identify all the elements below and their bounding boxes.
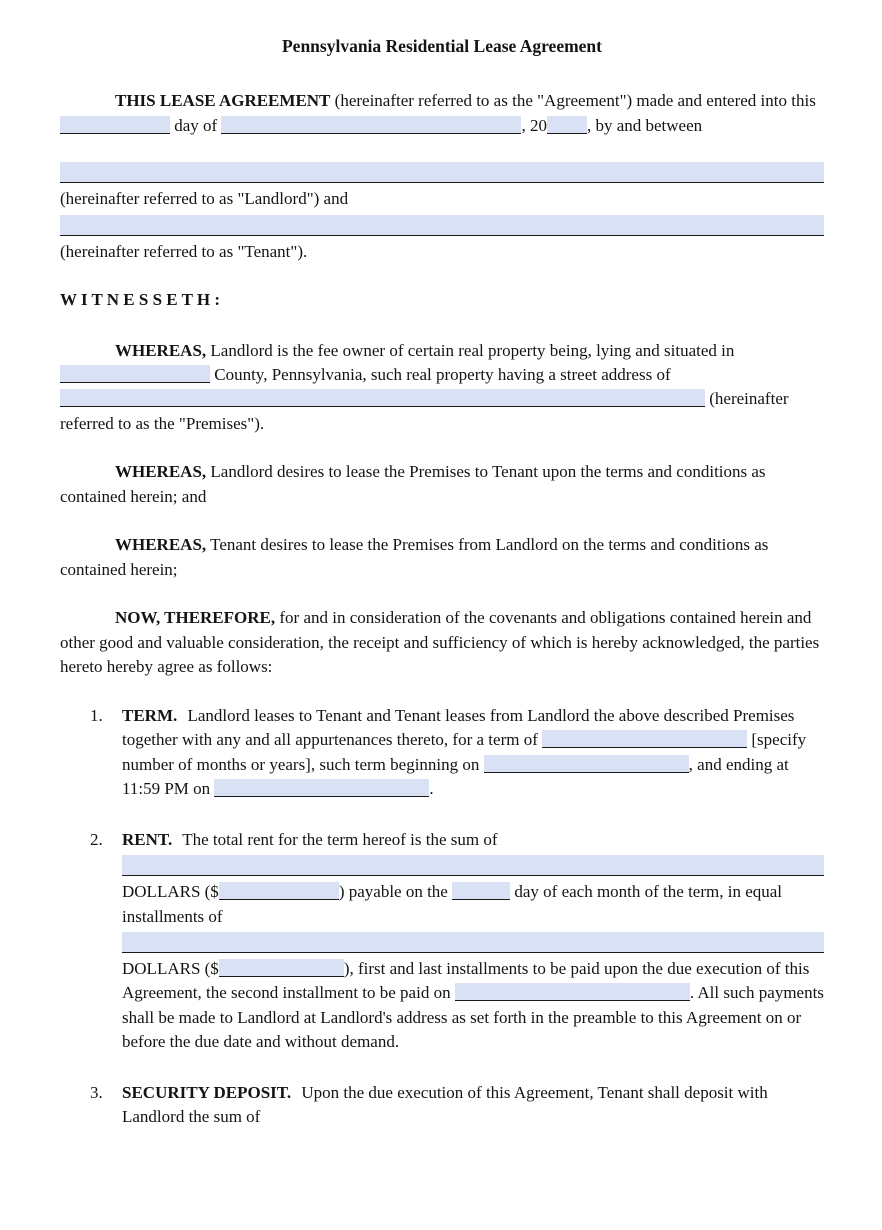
clause-term-text-2: [specify number of months or years], such term beginning on bbox=[122, 730, 807, 774]
landlord-tag-text: (hereinafter referred to as "Landlord") and bbox=[60, 189, 349, 209]
intro-text-3: , 20 bbox=[521, 115, 547, 135]
intro-text-4: , by and between bbox=[586, 115, 703, 135]
intro-paragraph bbox=[60, 89, 824, 138]
intro-text-2: day of bbox=[174, 115, 218, 135]
whereas-2-text: Landlord desires to lease the Premises to Tenant upon the terms and conditions as contained herein; and bbox=[60, 462, 766, 506]
blank-tenant-name[interactable] bbox=[60, 215, 824, 236]
clause-term-number: 1. bbox=[90, 705, 103, 725]
clause-rent-text-5: DOLLARS ($ bbox=[122, 958, 219, 978]
whereas-1-text-1: Landlord is the fee owner of certain real property being, lying and situated in bbox=[210, 340, 735, 360]
clause-security-deposit-title: SECURITY DEPOSIT. bbox=[122, 1082, 292, 1102]
whereas-1-text-3: (hereinafter referred to as the "Premises"). bbox=[60, 389, 789, 433]
landlord-tag-line bbox=[60, 187, 824, 211]
blank-landlord-name[interactable] bbox=[60, 162, 824, 183]
blank-term-start-date[interactable] bbox=[484, 755, 689, 773]
whereas-1-paragraph bbox=[60, 339, 824, 437]
clause-security-deposit-text-1: Upon the due execution of this Agreement, Tenant shall deposit with Landlord the sum of bbox=[122, 1082, 768, 1127]
clause-rent-number: 2. bbox=[90, 829, 103, 849]
clause-term-text-1: Landlord leases to Tenant and Tenant leases from Landlord the above described Premises together with any and all appurtenances thereto, for a term of bbox=[122, 705, 795, 750]
clause-rent-title: RENT. bbox=[122, 829, 173, 849]
blank-month[interactable] bbox=[221, 116, 521, 134]
tenant-tag-line bbox=[60, 240, 824, 264]
whereas-2-paragraph bbox=[60, 460, 824, 509]
therefore-text: for and in consideration of the covenants and obligations contained herein and other good and valuable consideration, the receipt and sufficiency of which is hereby acknowledged, the parties hereto hereby agree as follows: bbox=[60, 608, 820, 677]
blank-day-of-month[interactable] bbox=[60, 116, 170, 134]
document-title: Pennsylvania Residential Lease Agreement bbox=[281, 36, 602, 56]
clauses-list bbox=[60, 704, 824, 1130]
blank-county[interactable] bbox=[60, 365, 210, 383]
clause-rent-text-2: DOLLARS ($ bbox=[122, 882, 219, 902]
whereas-3-paragraph bbox=[60, 533, 824, 582]
blank-rent-amount-words[interactable] bbox=[122, 855, 824, 876]
clause-term-text-3: , and ending at 11:59 PM on bbox=[122, 754, 789, 799]
clause-term-text-4: . bbox=[429, 779, 434, 799]
tenant-tag-text: (hereinafter referred to as "Tenant"). bbox=[60, 241, 308, 261]
clause-rent-text-6: ), first and last installments to be paid upon the due execution of this Agreement, the second installment to be paid on bbox=[122, 958, 810, 1003]
blank-second-installment-date[interactable] bbox=[455, 983, 690, 1001]
blank-street-address[interactable] bbox=[60, 389, 705, 407]
clause-term bbox=[90, 704, 824, 802]
clause-security-deposit-number: 3. bbox=[90, 1082, 103, 1102]
therefore-paragraph bbox=[60, 606, 824, 679]
clause-rent-text-1: The total rent for the term hereof is the sum of bbox=[182, 829, 498, 849]
blank-year[interactable] bbox=[547, 116, 587, 134]
blank-rent-amount-number[interactable] bbox=[219, 882, 339, 900]
agreement-lead: THIS LEASE AGREEMENT bbox=[115, 91, 331, 111]
clause-security-deposit-body bbox=[122, 1081, 824, 1130]
witnesseth-heading: W I T N E S S E T H : bbox=[60, 290, 221, 310]
blank-term-length[interactable] bbox=[542, 730, 747, 748]
clause-rent-body bbox=[122, 828, 824, 1055]
therefore-lead: NOW, THEREFORE, bbox=[115, 608, 276, 628]
whereas-2-lead: WHEREAS, bbox=[115, 462, 207, 482]
whereas-1-lead: WHEREAS, bbox=[115, 340, 207, 360]
clause-rent-text-3: ) payable on the bbox=[338, 882, 448, 902]
whereas-3-text: Tenant desires to lease the Premises from Landlord on the terms and conditions as contained herein; bbox=[60, 535, 769, 579]
whereas-1-text-2: County, Pennsylvania, such real property having a street address of bbox=[214, 365, 671, 384]
blank-term-end-date[interactable] bbox=[214, 779, 429, 797]
clause-rent-text-7: . All such payments shall be made to Landlord at Landlord's address as set forth in the preamble to this Agreement on or before the due date and without demand. bbox=[122, 983, 824, 1052]
clause-rent bbox=[90, 828, 824, 1055]
whereas-3-lead: WHEREAS, bbox=[115, 535, 207, 555]
intro-text-1: (hereinafter referred to as the "Agreement") made and entered into this bbox=[334, 91, 816, 111]
clause-rent-text-4: day of each month of the term, in equal installments of bbox=[122, 882, 783, 926]
blank-installment-amount-words[interactable] bbox=[122, 932, 824, 953]
clause-security-deposit bbox=[90, 1081, 824, 1130]
blank-rent-due-day[interactable] bbox=[452, 882, 510, 900]
blank-installment-amount-number[interactable] bbox=[219, 959, 344, 977]
clause-term-body bbox=[122, 704, 824, 802]
clause-term-title: TERM. bbox=[122, 705, 178, 725]
